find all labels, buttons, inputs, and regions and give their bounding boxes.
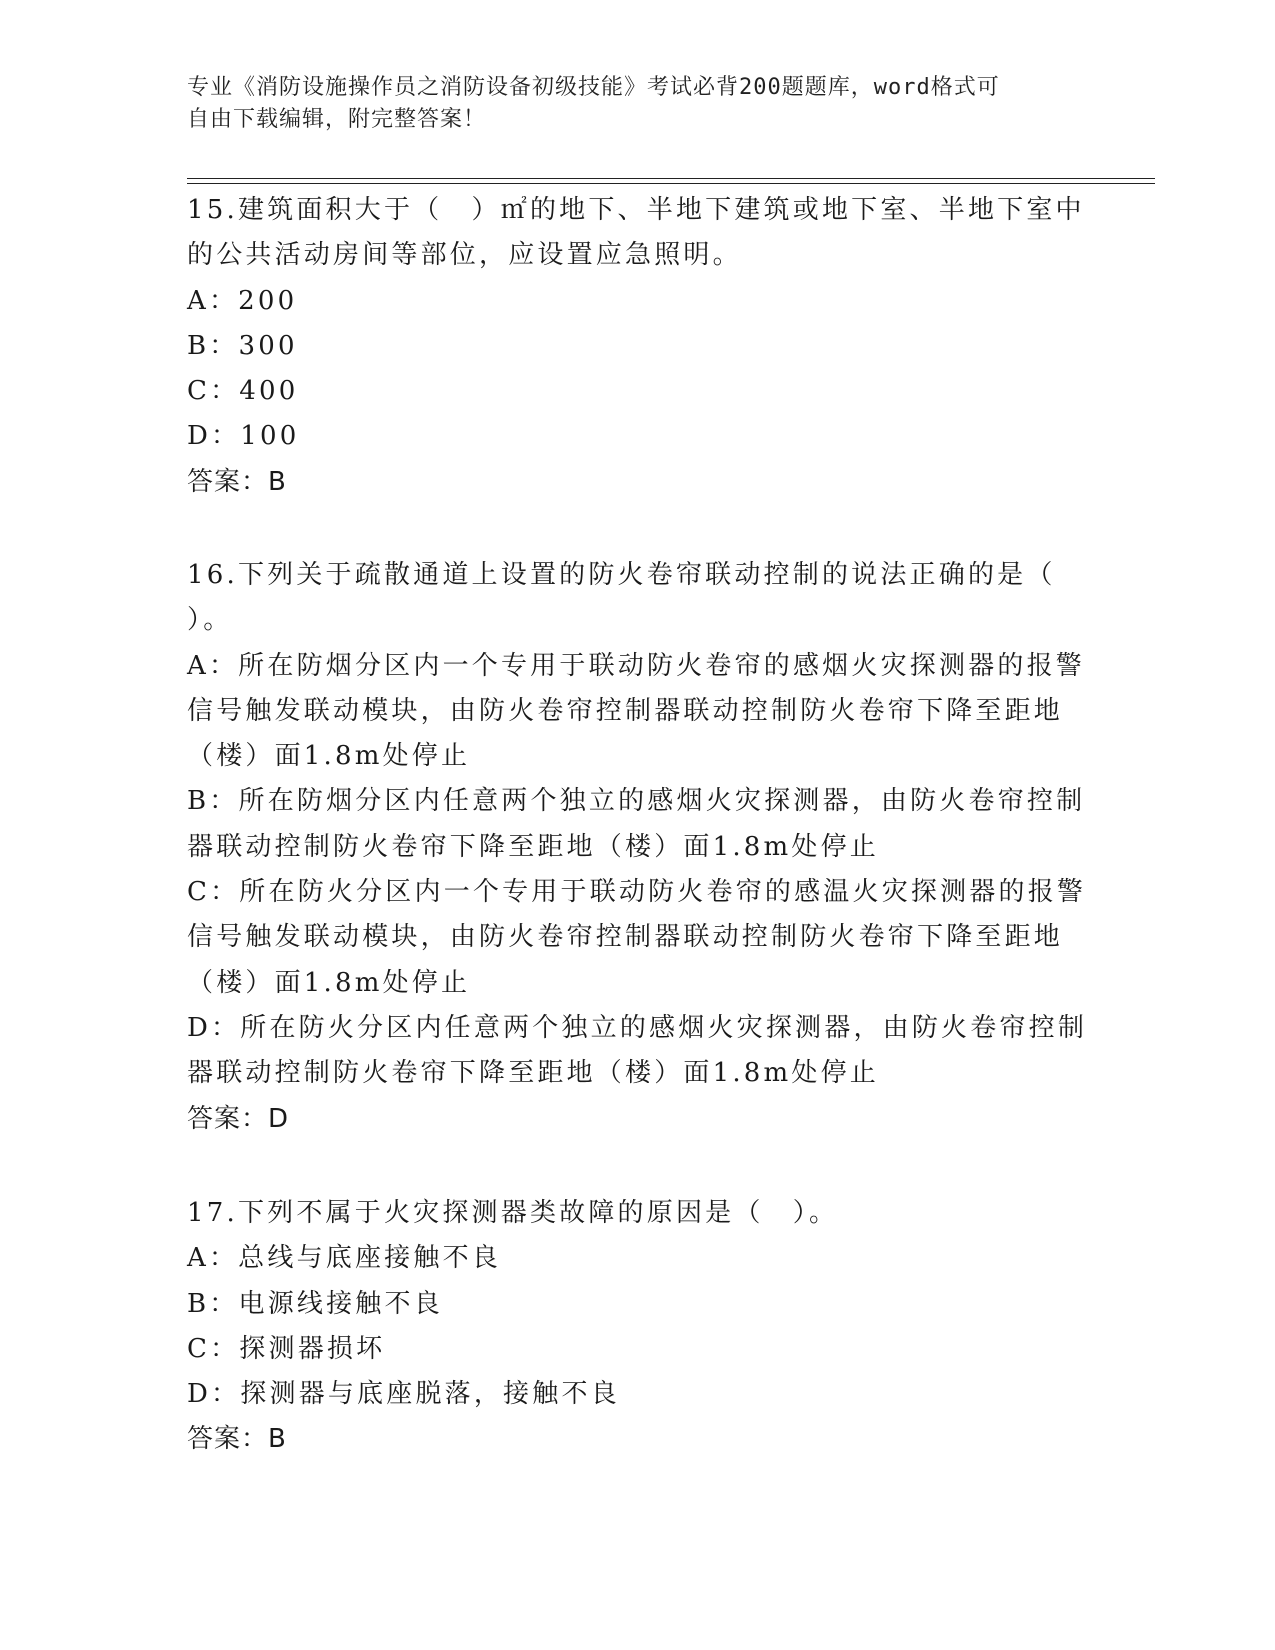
question-stem: 的公共活动房间等部位，应设置应急照明。 [187, 240, 742, 271]
question-17 [187, 1191, 1087, 1463]
option-b: B：所在防烟分区内任意两个独立的感烟火灾探测器，由防火卷帘控制 [187, 786, 1086, 817]
document-header [187, 72, 1067, 136]
option-a: A：所在防烟分区内一个专用于联动防火卷帘的感烟火灾探测器的报警 [187, 650, 1085, 681]
answer-line: 答案：B [187, 466, 287, 497]
option-b: B：电源线接触不良 [187, 1288, 443, 1319]
question-15 [187, 188, 1087, 505]
option-a: A：200 [187, 285, 298, 316]
question-16 [187, 553, 1087, 1142]
header-line: 自由下载编辑，附完整答案！ [187, 107, 487, 132]
option-d: 器联动控制防火卷帘下降至距地（楼）面1.8m处停止 [187, 1058, 880, 1089]
option-a: 信号触发联动模块，由防火卷帘控制器联动控制防火卷帘下降至距地 [187, 695, 1064, 726]
option-c: C：所在防火分区内一个专用于联动防火卷帘的感温火灾探测器的报警 [187, 877, 1087, 908]
option-c: （楼）面1.8m处停止 [187, 967, 471, 998]
option-c: C：探测器损坏 [187, 1333, 386, 1364]
option-a: （楼）面1.8m处停止 [187, 741, 471, 772]
question-stem: 16.下列关于疏散通道上设置的防火卷帘联动控制的说法正确的是（ [187, 560, 1056, 590]
question-stem: 17.下列不属于火灾探测器类故障的原因是（ ）。 [187, 1198, 839, 1228]
option-c: 信号触发联动模块，由防火卷帘控制器联动控制防火卷帘下降至距地 [187, 922, 1064, 953]
header-divider [187, 178, 1155, 179]
option-d: D：探测器与底座脱落，接触不良 [187, 1379, 620, 1410]
header-line: 专业《消防设施操作员之消防设备初级技能》考试必背200题题库，word格式可 [187, 75, 1000, 100]
answer-line: 答案：D [187, 1103, 290, 1134]
option-b: B：300 [187, 330, 298, 361]
option-d: D：所在防火分区内任意两个独立的感烟火灾探测器，由防火卷帘控制 [187, 1012, 1088, 1043]
option-b: 器联动控制防火卷帘下降至距地（楼）面1.8m处停止 [187, 831, 880, 862]
option-a: A：总线与底座接触不良 [187, 1243, 501, 1274]
option-c: C：400 [187, 376, 299, 407]
option-d: D：100 [187, 421, 300, 452]
header-divider [187, 183, 1155, 184]
question-stem: 15.建筑面积大于（ ）㎡的地下、半地下建筑或地下室、半地下室中 [187, 195, 1085, 225]
answer-line: 答案：B [187, 1424, 287, 1455]
question-stem: ）。 [187, 605, 233, 636]
